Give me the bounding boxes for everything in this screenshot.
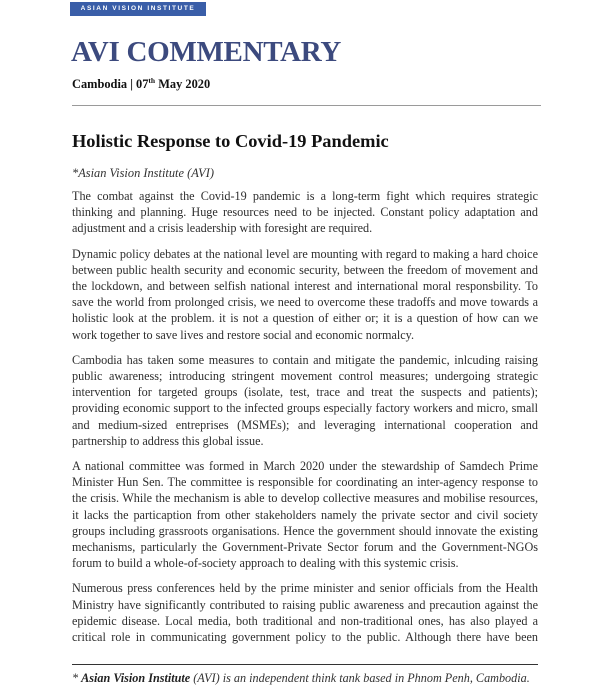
footnote-marker: *: [72, 671, 82, 685]
article-body: [72, 188, 538, 654]
footnote: [72, 670, 530, 686]
paragraph: Dynamic policy debates at the national level are mounting with regard to making a hard choice between public health security and economic security, between the freedom of movement and the lockdown, and between selfish national interest and international moral responsbility. To save the world from prolonged crisis, we need to overcome these tradoffs and move towards a holistic look at the problem. it is not a question of either or; it is a question of how can we work together to save lives and restore social and economic normalcy.: [72, 246, 538, 342]
paragraph: The combat against the Covid-19 pandemic is a long-term fight which requires strategic thinking and planning. Huge resources need to be injected. Constant policy adaptation and adjustment and a crisis leadership with foresight are required.: [72, 189, 538, 236]
paragraph: Cambodia has taken some measures to contain and mitigate the pandemic, inlcuding raising public awareness; introducing stringent movement control measures; undergoing strategic intervention for targeted groups (isolate, test, trace and treat the suspects and patients); providing economic support to the infected groups especially factory workers and micro, small and medium-sized entreprises (MSMEs); and leveraging international cooperation and partnership to address this global issue.: [72, 352, 538, 448]
dateline-separator: |: [127, 77, 137, 91]
dateline-day: 07: [136, 77, 149, 91]
dateline-day-suffix: th: [148, 76, 156, 85]
dateline-country: Cambodia: [72, 77, 128, 91]
asian-vision-institute-logo: ASIAN VISION INSTITUTE: [70, 2, 206, 16]
footnote-org: Asian Vision Institute: [81, 671, 191, 685]
dateline: [72, 76, 210, 92]
paragraph: Numerous press conferences held by the prime minister and senior officials from the Health Ministry have significantly contributed to raising public awareness and precaution against the epidemic disease. Local media, both traditional and non-traditional ones, has also played a critical role in communicating government policy to the public. Although there have been: [72, 581, 538, 645]
article-heading: Holistic Response to Covid-19 Pandemic: [72, 131, 389, 151]
header-divider: [72, 105, 541, 106]
footnote-text: (AVI) is an independent think tank based in Phnom Penh, Cambodia.: [190, 671, 530, 685]
footnote-divider: [72, 664, 538, 665]
paragraph: A national committee was formed in March 2020 under the stewardship of Samdech Prime Minister Hun Sen. The committee is responsible for coordinating an inter-agency response to the crisis. While the mechanism is able to develop collective measures and mobilise resources, it lacks the particaption from other stakeholders namely the private sector and civil society groups including grassroots organisations. Hence the government should innovate the existing mechanisms, particularly the Government-Private Sector forum and the Government-NGOs forum to build a whole-of-society approach to dealing with this systemic crisis.: [72, 459, 538, 571]
publication-title: AVI COMMENTARY: [71, 36, 342, 68]
article-author: *Asian Vision Institute (AVI): [72, 166, 214, 180]
dateline-month-year: May 2020: [155, 77, 211, 91]
